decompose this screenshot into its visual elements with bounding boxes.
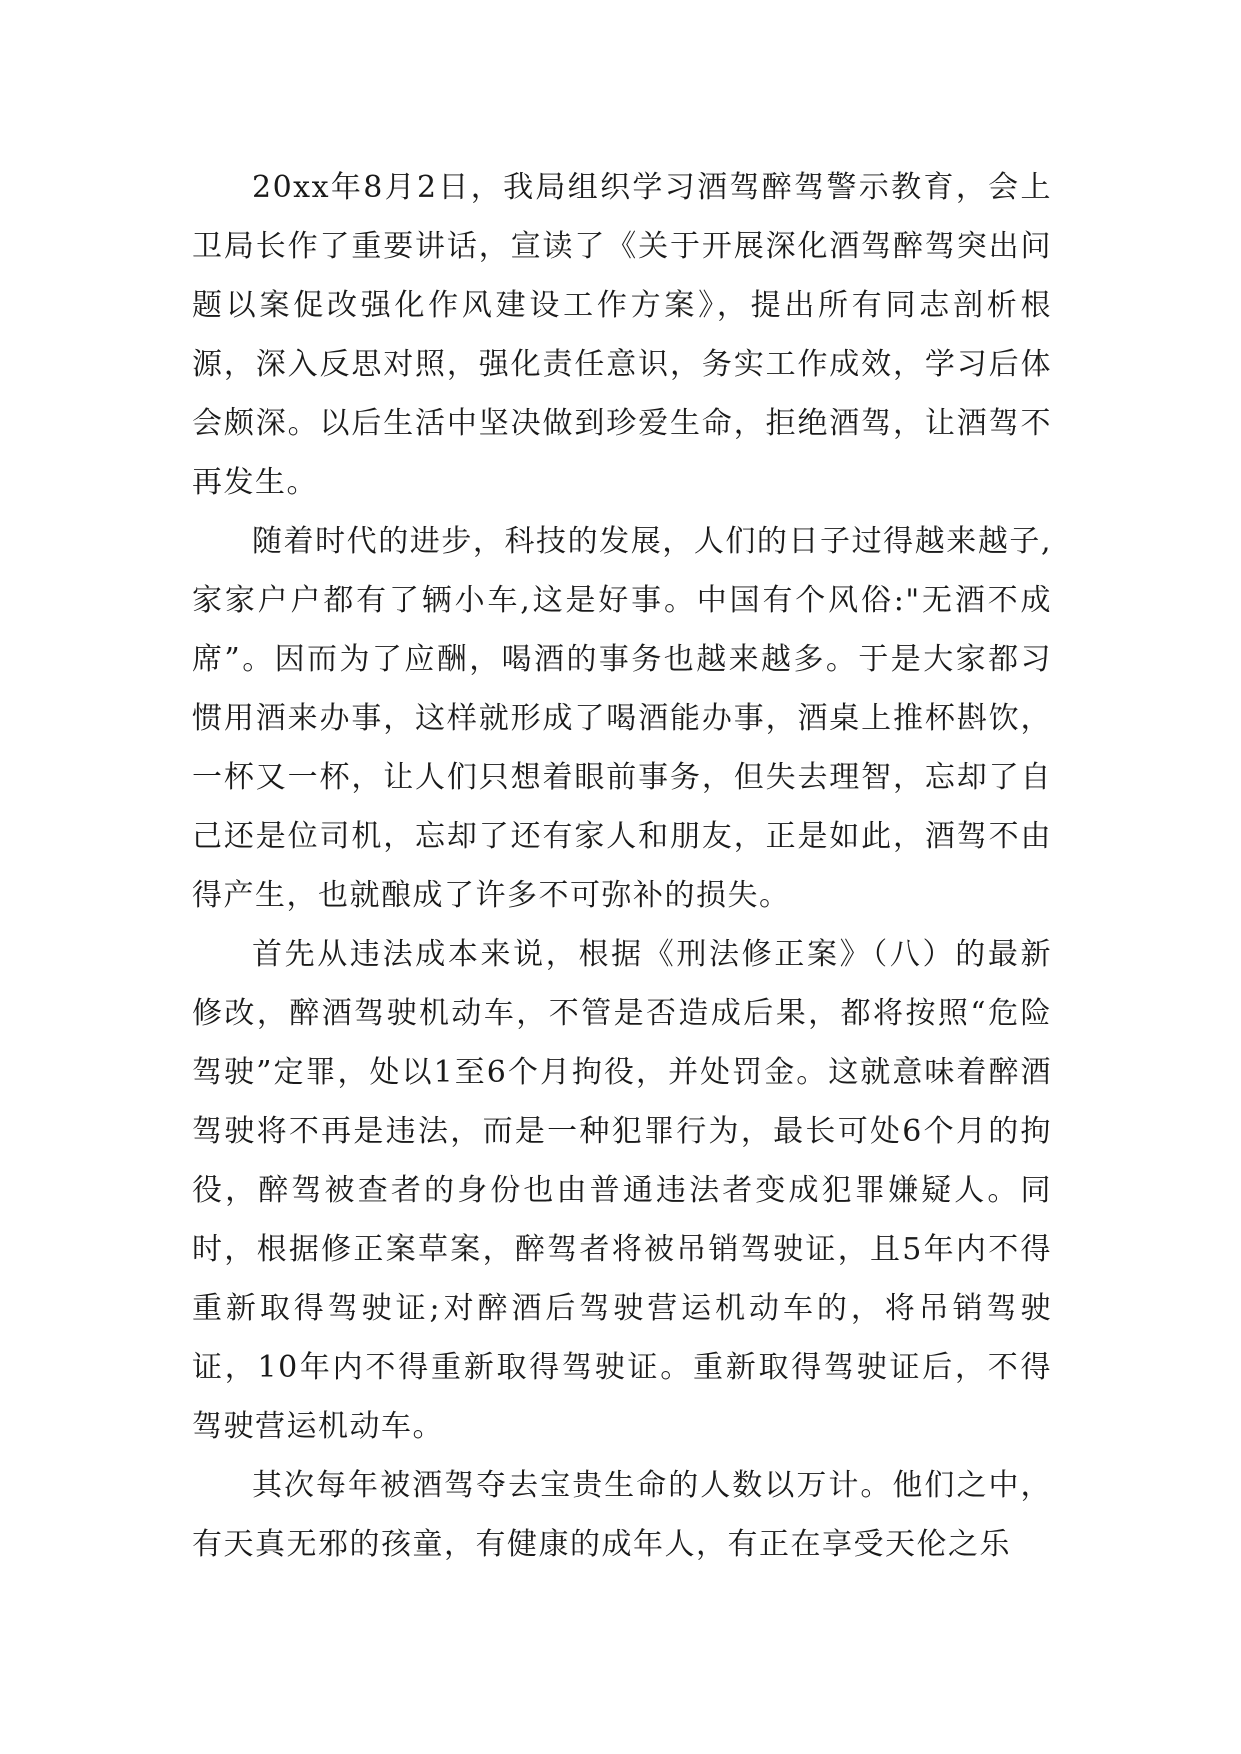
- paragraph-2: 随着时代的进步，科技的发展，人们的日子过得越来越子,家家户户都有了辆小车,这是好事。中国有个风俗:"无酒不成席”。因而为了应酬，喝酒的事务也越来越多。于是大家都习惯用酒来办事，这样就形成了喝酒能办事，酒桌上推杯斟饮，一杯又一杯，让人们只想着眼前事务，但失去理智，忘却了自己还是位司机，忘却了还有家人和朋友，正是如此，酒驾不由得产生，也就酿成了许多不可弥补的损失。: [192, 524, 1052, 913]
- paragraph-1: 20xx年8月2日，我局组织学习酒驾醉驾警示教育，会上卫局长作了重要讲话，宣读了《关于开展深化酒驾醉驾突出问题以案促改强化作风建设工作方案》，提出所有同志剖析根源，深入反思对照，强化责任意识，务实工作成效，学习后体会颇深。以后生活中坚决做到珍爱生命，拒绝酒驾，让酒驾不再发生。: [192, 170, 1052, 500]
- document-page: [192, 158, 1052, 1574]
- paragraph-3: 首先从违法成本来说，根据《刑法修正案》（八）的最新修改，醉酒驾驶机动车，不管是否造成后果，都将按照“危险驾驶”定罪，处以1至6个月拘役，并处罚金。这就意味着醉酒驾驶将不再是违法，而是一种犯罪行为，最长可处6个月的拘役，醉驾被查者的身份也由普通违法者变成犯罪嫌疑人。同时，根据修正案草案，醉驾者将被吊销驾驶证，且5年内不得重新取得驾驶证;对醉酒后驾驶营运机动车的，将吊销驾驶证，10年内不得重新取得驾驶证。重新取得驾驶证后，不得驾驶营运机动车。: [192, 937, 1052, 1444]
- paragraph-4: 其次每年被酒驾夺去宝贵生命的人数以万计。他们之中，有天真无邪的孩童，有健康的成年人，有正在享受天伦之乐: [192, 1468, 1052, 1562]
